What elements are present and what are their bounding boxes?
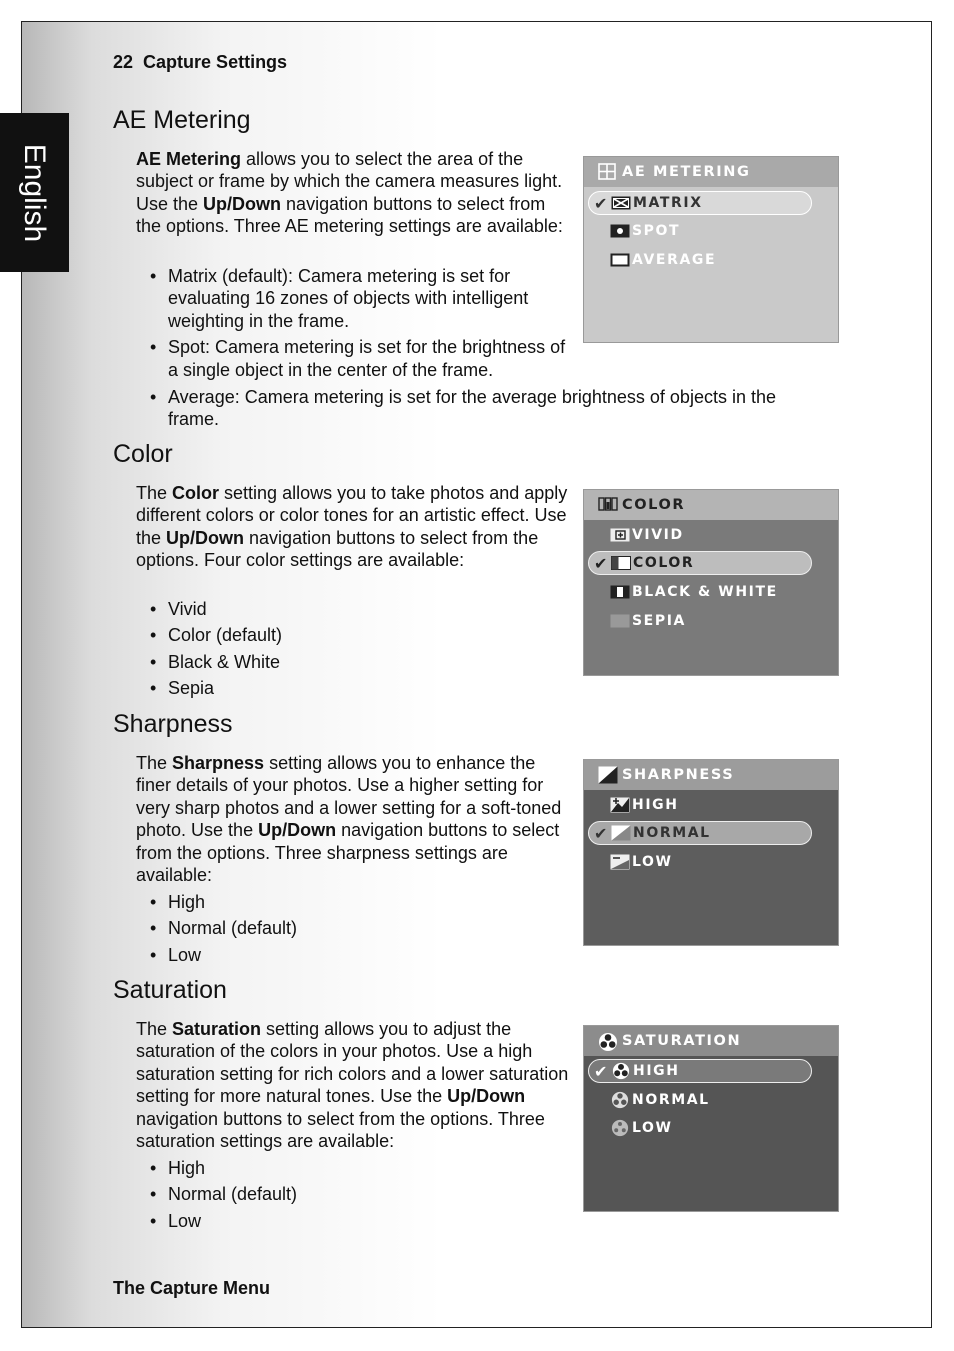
menu-item-label: MATRIX [633,195,703,211]
menu-item-label: NORMAL [633,825,711,841]
sharpness-heading: Sharpness [113,710,233,738]
saturation-heading: Saturation [113,976,227,1004]
para-text: navigation buttons to select from the options. Three saturation settings are available: [136,1108,545,1152]
grid-icon [598,163,618,181]
header-section: Capture Settings [143,52,288,72]
term-saturation: Saturation [172,1019,262,1039]
color-paragraph [136,482,572,572]
menu-item-label: HIGH [632,797,679,813]
term-color: Color [172,483,220,503]
menu-title: COLOR [622,497,686,513]
check-icon: ✔ [593,1061,609,1081]
menu-item-label: SPOT [632,223,681,239]
menu-title-bar [584,157,838,187]
menu-item-label: VIVID [632,527,684,543]
color-icon [598,496,618,514]
menu-item-high[interactable] [588,793,812,817]
saturation-icon [598,1032,618,1050]
menu-title: SATURATION [622,1033,742,1049]
color-normal-icon [611,555,631,571]
menu-item-color[interactable] [588,551,812,575]
list-item: • Low [150,944,550,966]
menu-title: AE METERING [622,164,751,180]
term-up-down: Up/Down [203,193,282,214]
menu-item-matrix[interactable] [588,191,812,215]
menu-item-high[interactable] [588,1059,812,1083]
saturation-list [150,1157,550,1236]
list-item: • Normal (default) [150,917,550,939]
saturation-high-icon [611,1063,631,1079]
list-item: • High [150,891,550,913]
ae-metering-heading: AE Metering [113,106,251,134]
menu-item-spot[interactable] [588,219,812,243]
term-sharpness: Sharpness [172,753,265,773]
sharpness-icon [598,766,618,784]
menu-item-label: NORMAL [632,1092,710,1108]
ae-metering-paragraph [136,148,572,238]
vivid-icon [610,527,630,543]
language-label: English [18,143,51,243]
term-up-down: Up/Down [166,527,245,548]
menu-item-label: LOW [632,1120,673,1136]
menu-item-vivid[interactable] [588,523,812,547]
menu-item-label: AVERAGE [632,252,717,268]
sharpness-menu [583,759,839,946]
check-icon: ✔ [593,553,609,573]
menu-title-bar [584,1026,838,1056]
list-item: • Spot: Camera metering is set for the brightness of a single object in the center of the frame. [150,336,580,381]
check-icon: ✔ [593,193,609,213]
para-text: setting allows you to take photos and apply different colors or color tones for an artistic effect. Use the [136,483,568,548]
page-header [113,52,287,73]
black-white-icon [610,584,630,600]
spot-metering-icon [610,223,630,239]
term-ae-metering: AE Metering [136,149,242,169]
ae-metering-menu [583,156,839,343]
menu-item-average[interactable] [588,248,812,272]
menu-item-low[interactable] [588,1116,812,1140]
list-item: • High [150,1157,550,1179]
sharpness-high-icon [610,797,630,813]
para-text: allows you to select the area of the subject or frame by which the camera measures light. Use the [136,149,563,214]
menu-title: SHARPNESS [622,767,735,783]
color-list [150,598,550,704]
list-item: • Normal (default) [150,1183,550,1205]
sharpness-low-icon [610,854,630,870]
para-text: navigation buttons to select from the options. Three AE metering settings are available: [136,193,563,237]
list-item: • Sepia [150,677,550,699]
menu-item-label: COLOR [633,555,695,571]
list-item: • Vivid [150,598,550,620]
sharpness-paragraph [136,752,572,886]
page-number: 22 [113,52,134,72]
menu-item-label: LOW [632,854,673,870]
menu-item-low[interactable] [588,850,812,874]
sepia-icon [610,613,630,629]
color-heading: Color [113,440,173,468]
list-item: • Color (default) [150,624,550,646]
menu-item-normal[interactable] [588,821,812,845]
menu-item-label: BLACK & WHITE [632,584,778,600]
para-text: navigation buttons to select from the options. Four color settings are available: [136,527,539,571]
para-text: The [136,1019,173,1039]
sharpness-normal-icon [611,825,631,841]
para-text: setting allows you to enhance the finer details of your photos. Use a higher setting for very sharp photos and a lower setting for a soft-toned photo. Use the [136,753,562,841]
saturation-paragraph [136,1018,572,1152]
menu-item-normal[interactable] [588,1088,812,1112]
saturation-low-icon [610,1120,630,1136]
average-metering-icon [610,252,630,268]
menu-item-label: SEPIA [632,613,686,629]
menu-item-sepia[interactable] [588,609,812,633]
term-up-down: Up/Down [447,1086,526,1107]
list-item: • Average: Camera metering is set for the average brightness of objects in the frame. [150,386,830,431]
saturation-menu [583,1025,839,1212]
list-item: • Black & White [150,651,550,673]
menu-item-label: HIGH [633,1063,680,1079]
check-icon: ✔ [593,823,609,843]
list-item: • Low [150,1210,550,1232]
para-text: The [136,753,173,773]
para-text: setting allows you to adjust the saturation of the colors in your photos. Use a high saturation setting for rich colors and a lower saturation setting for more natural tones. Use the [136,1019,569,1107]
saturation-normal-icon [610,1092,630,1108]
menu-item-black-white[interactable] [588,580,812,604]
menu-title-bar [584,490,838,520]
menu-title-bar [584,760,838,790]
para-text: The [136,483,173,503]
language-tab [0,113,69,272]
sharpness-list [150,891,550,970]
color-menu [583,489,839,676]
ae-metering-list [150,265,580,385]
matrix-metering-icon [611,195,631,211]
para-text: navigation buttons to select from the options. Three sharpness settings are available: [136,820,560,886]
page-footer: The Capture Menu [113,1278,271,1298]
term-up-down: Up/Down [258,820,337,841]
ae-metering-list-wide [150,386,830,435]
list-item: • Matrix (default): Camera metering is set for evaluating 16 zones of objects with intelligent weighting in the frame. [150,265,580,332]
